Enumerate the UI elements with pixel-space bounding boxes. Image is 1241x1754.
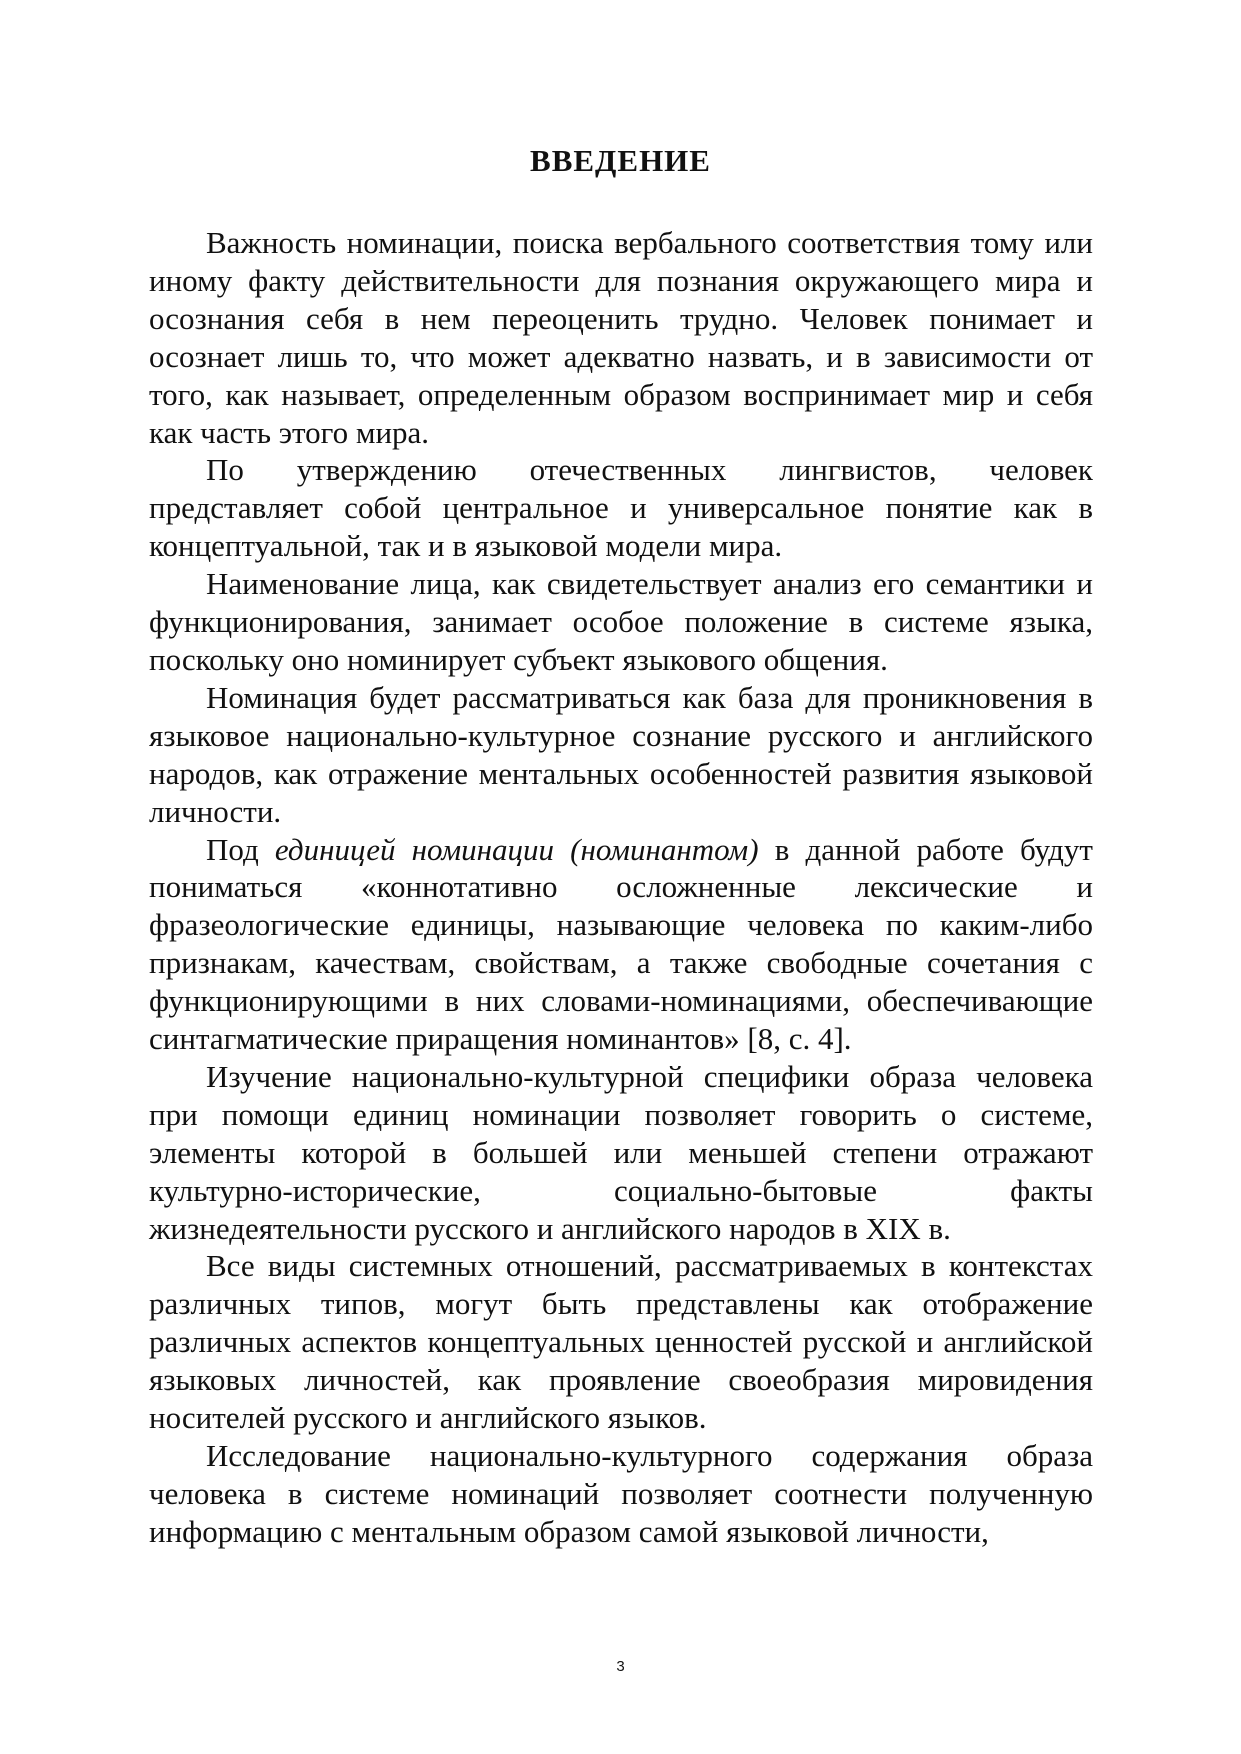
page-number: 3 bbox=[616, 1658, 625, 1675]
paragraph-2: По утверждению отечественных лингвистов, человек представляет собой центральное и универсальное понятие как в концептуальной, так и в языковой модели мира. bbox=[149, 452, 1093, 564]
term-emphasis: единицей номинации (номинантом) bbox=[274, 831, 759, 867]
paragraph-4: Номинация будет рассматриваться как база для проникновения в языковое национально-культурное сознание русского и английского народов, как отражение ментальных особенностей развития языковой личности. bbox=[149, 679, 1093, 829]
paragraph-5-suffix: в данной работе будут пониматься «коннотативно осложненные лексические и фразеологические единицы, называющие человека по каким-либо признакам, качествам, свойствам, а также свободные сочетания с функционирующими в них словами-номинациями, обеспечивающие синтагматические приращения номинантов» [8, с. 4]. bbox=[149, 831, 1093, 1057]
paragraph-8: Исследование национально-культурного содержания образа человека в системе номинаций позволяет соотнести полученную информацию с ментальным образом самой языковой личности, bbox=[149, 1438, 1093, 1549]
paragraph-3: Наименование лица, как свидетельствует анализ его семантики и функционирования, занимает особое положение в системе языка, поскольку оно номинирует субъект языкового общения. bbox=[149, 566, 1093, 677]
paragraph-1: Важность номинации, поиска вербального соответствия тому или иному факту действительности для познания окружающего мира и осознания себя в нем переоценить трудно. Человек понимает и осознает лишь то, что может адекватно назвать, и в зависимости от того, как называет, определенным образом воспринимает мир и себя как часть этого мира. bbox=[149, 225, 1093, 450]
paragraph-7: Все виды системных отношений, рассматриваемых в контекстах различных типов, могут быть представлены как отображение различных аспектов концептуальных ценностей русской и английской языковых личностей, как проявление своеобразия мировидения носителей русского и английского языков. bbox=[149, 1248, 1093, 1436]
body-text bbox=[149, 224, 1093, 1551]
paragraph-5 bbox=[149, 831, 1093, 1058]
paragraph-5-prefix: Под bbox=[206, 831, 275, 867]
page-title: ВВЕДЕНИЕ bbox=[530, 143, 711, 178]
paragraph-6: Изучение национально-культурной специфики образа человека при помощи единиц номинации позволяет говорить о системе, элементы которой в большей или меньшей степени отражают культурно-исторические, социально-бытовые факты жизнедеятельности русского и английского народов в XIX в. bbox=[149, 1058, 1093, 1246]
